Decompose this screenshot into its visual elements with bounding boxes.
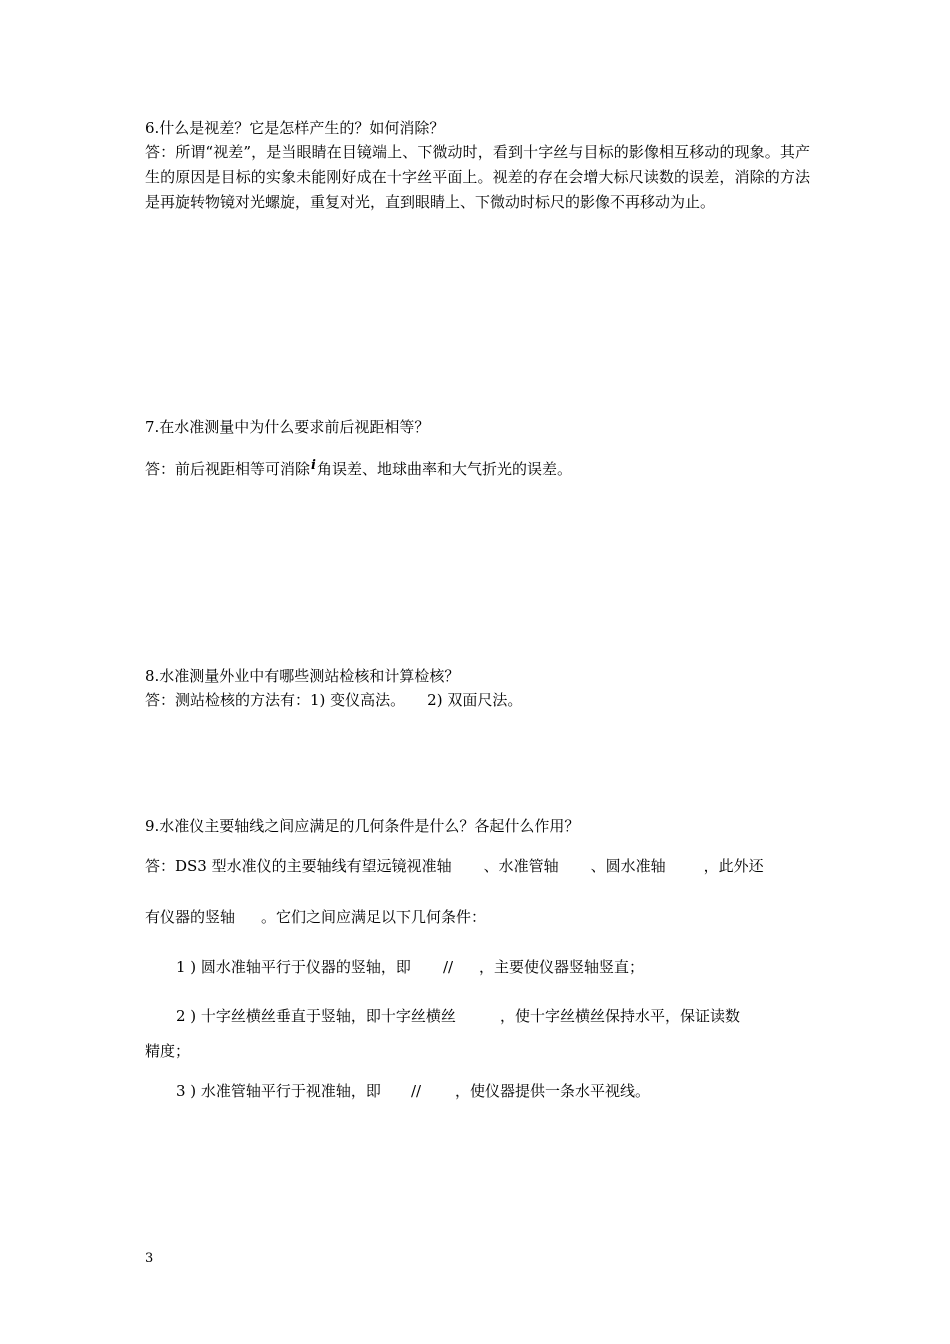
q8-answer (145, 689, 522, 711)
q7-answer-part1: 答：前后视距相等可消除 (145, 460, 311, 478)
q9-intro-line1 (145, 855, 810, 877)
i-angle-symbol: i (311, 458, 316, 473)
q8-answer-part2: 2) 双面尺法。 (427, 691, 523, 709)
q9-intro-d: ，此外还 (703, 857, 764, 875)
q9-c1-a: 1 ) 圆水准轴平行于仪器的竖轴，即 (176, 958, 411, 976)
q7-question: 7.在水准测量中为什么要求前后视距相等？ (145, 418, 430, 436)
q9-intro-line2 (145, 906, 486, 928)
q8-answer-part1: 答：测站检核的方法有：1) 变仪高法。 (145, 691, 406, 709)
page-number: 3 (145, 1251, 154, 1266)
q7-answer-part2: 角误差、地球曲率和大气折光的误差。 (316, 460, 572, 478)
q9-condition-2 (176, 1005, 740, 1027)
q9-c1-sym: // (442, 958, 454, 976)
q6-answer: 答：所谓“视差”，是当眼睛在目镜端上、下微动时，看到十字丝与目标的影像相互移动的现象。其产生的原因是目标的实象未能刚好成在十字丝平面上。视差的存在会增大标尺读数的误差，消除的方法是再旋转物镜对光螺旋，重复对光，直到眼睛上、下微动时标尺的影像不再移动为止。 (145, 143, 810, 211)
q9-c1-b: ，主要使仪器竖轴竖直； (479, 958, 645, 976)
q7-answer (145, 455, 572, 480)
q9-intro-e: 有仪器的竖轴 (145, 908, 236, 926)
q9-intro-f: 。它们之间应满足以下几何条件： (261, 908, 487, 926)
q9-c2-b: ，使十字丝横丝保持水平，保证读数 (499, 1007, 740, 1025)
q9-condition-2-cont: 精度； (145, 1042, 191, 1060)
q9-condition-3 (176, 1080, 650, 1102)
q6-question: 6.什么是视差？它是怎样产生的？如何消除？ (145, 119, 445, 137)
q9-condition-1 (176, 956, 644, 978)
q9-c3-a: 3 ) 水准管轴平行于视准轴，即 (176, 1082, 381, 1100)
q9-c2-a: 2 ) 十字丝横丝垂直于竖轴，即十字丝横丝 (176, 1007, 456, 1025)
q9-question: 9.水准仪主要轴线之间应满足的几何条件是什么？各起什么作用？ (145, 817, 580, 835)
q9-c3-sym: // (410, 1082, 422, 1100)
q9-intro-a: 答：DS3 型水准仪的主要轴线有望远镜视准轴 (145, 857, 452, 875)
q8-question: 8.水准测量外业中有哪些测站检核和计算检核？ (145, 667, 460, 685)
q9-intro-c: 、圆水准轴 (590, 857, 666, 875)
q9-c3-b: ，使仪器提供一条水平视线。 (455, 1082, 651, 1100)
q9-intro-b: 、水准管轴 (483, 857, 559, 875)
